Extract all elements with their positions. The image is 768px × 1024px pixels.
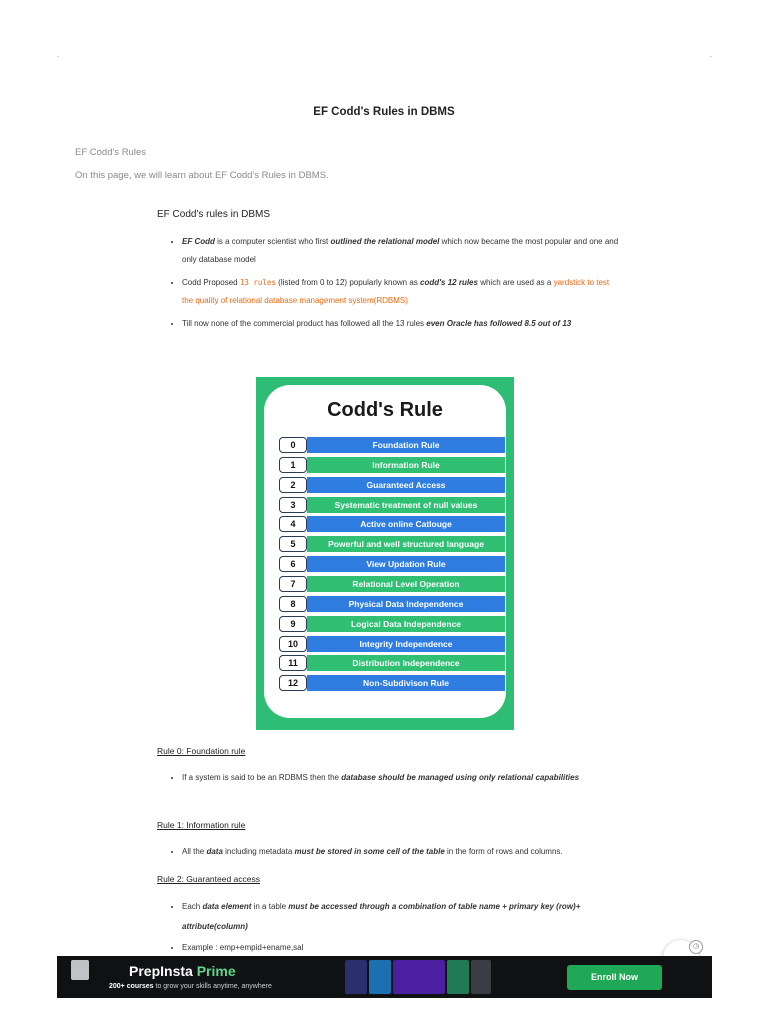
section-heading: EF Codd's rules in DBMS [157, 209, 271, 220]
rule-heading: Rule 1: Information rule [157, 820, 246, 830]
text-run: If a system is said to be an RDBMS then the [182, 773, 342, 782]
course-thumbnail-3 [393, 960, 445, 994]
rule-name: Information Rule [307, 457, 505, 473]
codds-rule-infographic [256, 377, 514, 730]
infographic-title: Codd's Rule [327, 399, 443, 421]
text-run: including metadata [222, 847, 295, 856]
banner-tagline [109, 983, 272, 990]
brand-main: PrepInsta [129, 963, 193, 979]
rule-heading: Rule 2: Guaranteed access [157, 874, 261, 884]
section-bullet-list [170, 233, 622, 338]
breadcrumb[interactable]: EF Codd's Rules [75, 147, 146, 158]
rule-bullet-list [170, 842, 622, 863]
rule-name: View Updation Rule [307, 556, 505, 572]
text-run: EF Codd [182, 237, 215, 246]
infographic-rule-row [279, 556, 505, 572]
page-title: EF Codd's Rules in DBMS [313, 106, 455, 118]
rule-number: 8 [279, 596, 307, 612]
rule-name: Distribution Independence [307, 655, 505, 671]
text-run: Example : emp+empid+ename,sal [182, 943, 304, 952]
rule-number: 5 [279, 536, 307, 552]
infographic-rule-row [279, 675, 505, 691]
text-run: must be stored in some cell of the table [294, 847, 445, 856]
text-run: outlined the relational model [330, 237, 440, 246]
rule-number: 4 [279, 516, 307, 532]
infographic-rule-row [279, 596, 505, 612]
course-thumbnail-4 [447, 960, 469, 994]
rule-name: Relational Level Operation [307, 576, 505, 592]
rule-name: Guaranteed Access [307, 477, 505, 493]
rule-name: Active online Catlouge [307, 516, 505, 532]
text-run: Each [182, 902, 203, 911]
text-run: Codd Proposed [182, 278, 240, 287]
rule-bullet-list [170, 897, 622, 959]
text-run: is a computer scientist who first [214, 237, 331, 246]
text-run: yardstick to test the quality of relational database management system(RDBMS) [182, 278, 610, 305]
rule-number: 0 [279, 437, 307, 453]
course-thumbnail-5 [471, 960, 491, 994]
page-corner-mark-right [710, 56, 712, 57]
infographic-rule-row [279, 576, 505, 592]
rule-number: 9 [279, 616, 307, 632]
infographic-rule-row [279, 636, 505, 652]
rule-number: 11 [279, 655, 307, 671]
infographic-rule-row [279, 437, 505, 453]
infographic-rule-row [279, 457, 505, 473]
text-run: data [206, 847, 223, 856]
text-run: in a table [251, 902, 289, 911]
rule-number: 10 [279, 636, 307, 652]
text-run: must be accessed through a combination of table name + primary key (row)+ attribute(column) [182, 902, 581, 931]
infographic-rule-row [279, 536, 505, 552]
text-run: which now became the most popular and one and only database model [182, 237, 619, 264]
rule-number: 12 [279, 675, 307, 691]
infographic-card [264, 385, 506, 718]
infographic-rule-row [279, 477, 505, 493]
bullet-item [182, 842, 622, 862]
rule-bullet-list [170, 768, 622, 789]
rule-heading: Rule 0: Foundation rule [157, 746, 246, 756]
text-run: database should be managed using only relational capabilities [341, 773, 580, 782]
tagline-rest: to grow your skills anytime, anywhere [153, 983, 272, 990]
bookmark-icon [71, 960, 89, 980]
text-run: data element [202, 902, 252, 911]
course-thumbnail-1 [345, 960, 367, 994]
rule-number: 3 [279, 497, 307, 513]
bullet-item [182, 315, 622, 333]
page-corner-mark-left [57, 56, 59, 57]
course-thumbnail-2 [369, 960, 391, 994]
rule-name: Integrity Independence [307, 636, 505, 652]
rule-name: Non-Subdivison Rule [307, 675, 505, 691]
text-run: All the [182, 847, 207, 856]
enroll-now-button[interactable]: Enroll Now [567, 965, 662, 990]
text-run: 13 rules [239, 278, 276, 287]
bullet-item [182, 938, 622, 958]
text-run: codd's 12 rules [420, 278, 478, 287]
infographic-rule-row [279, 616, 505, 632]
rule-name: Powerful and well structured language [307, 536, 505, 552]
bullet-item [182, 233, 622, 269]
text-run: Till now none of the commercial product has followed all the 13 rules [182, 319, 427, 328]
bullet-item [182, 897, 622, 937]
text-run: even Oracle has followed 8.5 out of 13 [426, 319, 572, 328]
rule-name: Physical Data Independence [307, 596, 505, 612]
rule-name: Systematic treatment of null values [307, 497, 505, 513]
infographic-rule-row [279, 497, 505, 513]
text-run: in the form of rows and columns. [444, 847, 563, 856]
tagline-bold: 200+ courses [109, 983, 154, 990]
bullet-item [182, 768, 622, 788]
clock-icon: ◷ [689, 940, 703, 954]
rule-name: Logical Data Independence [307, 616, 505, 632]
brand-name [129, 963, 236, 979]
bullet-item [182, 274, 622, 310]
text-run: which are used as a [477, 278, 554, 287]
infographic-rule-row [279, 516, 505, 532]
text-run: (listed from 0 to 12) popularly known as [275, 278, 421, 287]
intro-text: On this page, we will learn about EF Codd's Rules in DBMS. [75, 170, 329, 181]
rule-number: 2 [279, 477, 307, 493]
infographic-rule-row [279, 655, 505, 671]
rule-number: 6 [279, 556, 307, 572]
brand-accent: Prime [196, 963, 236, 979]
promo-banner[interactable] [57, 956, 712, 998]
rule-name: Foundation Rule [307, 437, 505, 453]
rule-number: 1 [279, 457, 307, 473]
rule-number: 7 [279, 576, 307, 592]
